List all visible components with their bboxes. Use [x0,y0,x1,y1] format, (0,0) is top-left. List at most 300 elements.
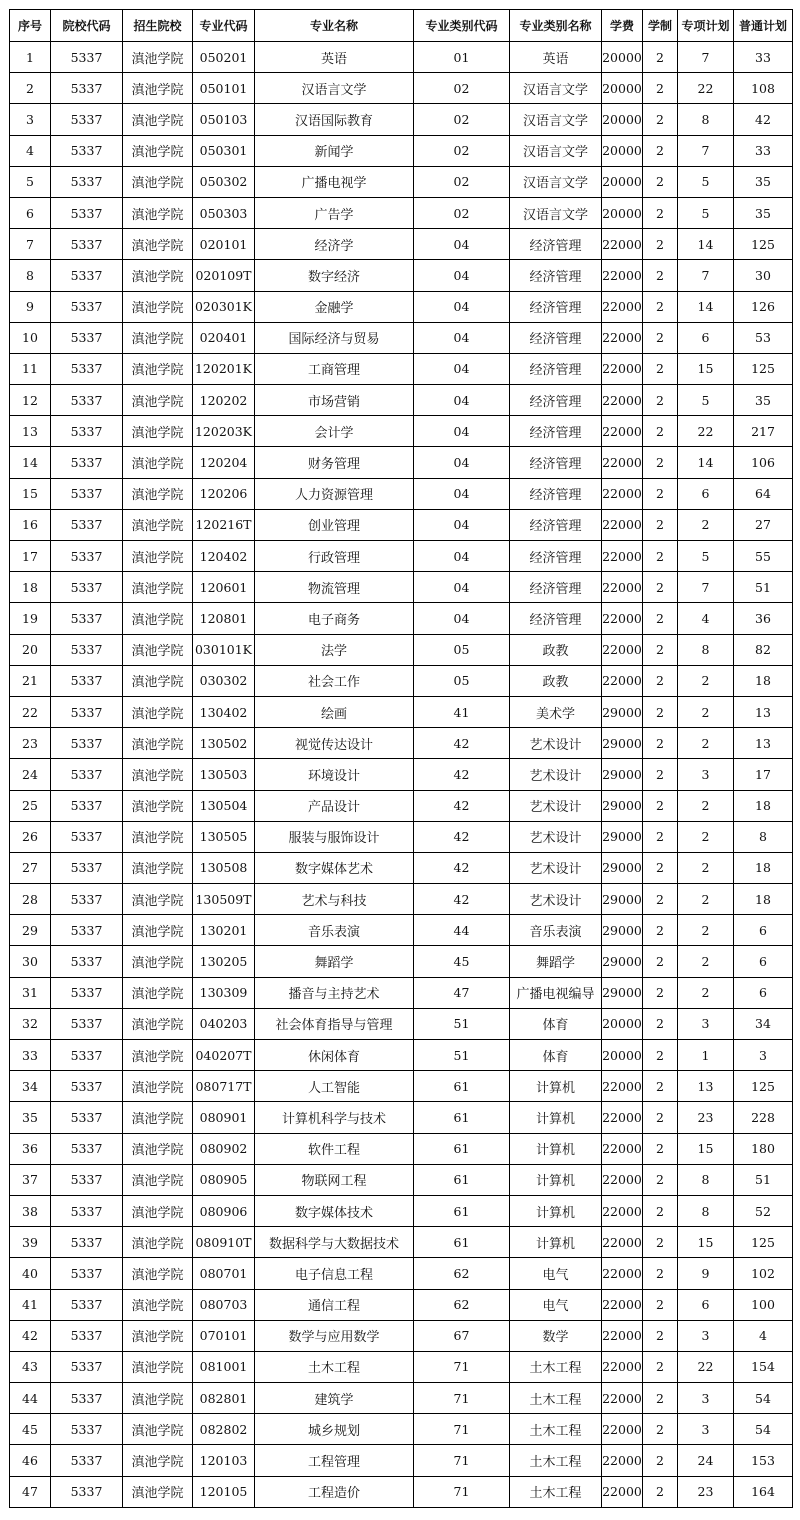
category-name-cell: 体育 [510,1040,602,1071]
tuition-cell: 22000 [602,353,643,384]
category-name-cell: 艺术设计 [510,728,602,759]
index-cell: 34 [10,1071,51,1102]
category-code-cell: 04 [414,322,510,353]
special-plan-cell: 2 [678,977,734,1008]
duration-cell: 2 [643,1227,678,1258]
table-row [10,73,793,104]
tuition-cell: 29000 [602,884,643,915]
major-name-cell: 建筑学 [255,1383,414,1414]
major-code-cell: 050103 [193,104,255,135]
major-code-cell: 130502 [193,728,255,759]
tuition-cell: 22000 [602,1258,643,1289]
tuition-cell: 20000 [602,104,643,135]
major-code-cell: 080901 [193,1102,255,1133]
major-name-cell: 数据科学与大数据技术 [255,1227,414,1258]
general-plan-cell: 82 [734,634,793,665]
category-code-cell: 04 [414,572,510,603]
school-code-cell: 5337 [51,1227,123,1258]
category-code-cell: 71 [414,1476,510,1507]
school-name-cell: 滇池学院 [123,696,193,727]
category-name-cell: 土木工程 [510,1476,602,1507]
tuition-cell: 22000 [602,603,643,634]
school-name-cell: 滇池学院 [123,1040,193,1071]
school-name-cell: 滇池学院 [123,1445,193,1476]
general-plan-cell: 17 [734,759,793,790]
header-category-name: 专业类别名称 [510,10,602,42]
school-name-cell: 滇池学院 [123,977,193,1008]
index-cell: 1 [10,42,51,73]
special-plan-cell: 14 [678,447,734,478]
tuition-cell: 22000 [602,260,643,291]
index-cell: 12 [10,385,51,416]
major-name-cell: 人工智能 [255,1071,414,1102]
special-plan-cell: 7 [678,572,734,603]
special-plan-cell: 6 [678,1289,734,1320]
table-row [10,1164,793,1195]
table-row [10,447,793,478]
general-plan-cell: 42 [734,104,793,135]
table-row [10,416,793,447]
major-code-cell: 120216T [193,509,255,540]
table-row [10,197,793,228]
category-name-cell: 土木工程 [510,1383,602,1414]
category-name-cell: 计算机 [510,1195,602,1226]
table-row [10,42,793,73]
school-code-cell: 5337 [51,915,123,946]
school-code-cell: 5337 [51,104,123,135]
special-plan-cell: 9 [678,1258,734,1289]
major-name-cell: 舞蹈学 [255,946,414,977]
category-name-cell: 经济管理 [510,322,602,353]
major-code-cell: 040203 [193,1008,255,1039]
major-name-cell: 电子信息工程 [255,1258,414,1289]
category-name-cell: 广播电视编导 [510,977,602,1008]
duration-cell: 2 [643,1102,678,1133]
tuition-cell: 29000 [602,821,643,852]
special-plan-cell: 8 [678,1195,734,1226]
duration-cell: 2 [643,229,678,260]
school-code-cell: 5337 [51,385,123,416]
index-cell: 21 [10,665,51,696]
category-name-cell: 土木工程 [510,1445,602,1476]
major-name-cell: 法学 [255,634,414,665]
table-row [10,1133,793,1164]
major-code-cell: 020301K [193,291,255,322]
school-code-cell: 5337 [51,478,123,509]
duration-cell: 2 [643,915,678,946]
tuition-cell: 22000 [602,1445,643,1476]
tuition-cell: 22000 [602,1476,643,1507]
major-code-cell: 130508 [193,852,255,883]
category-name-cell: 艺术设计 [510,790,602,821]
special-plan-cell: 2 [678,852,734,883]
major-code-cell: 080910T [193,1227,255,1258]
school-code-cell: 5337 [51,1102,123,1133]
special-plan-cell: 24 [678,1445,734,1476]
duration-cell: 2 [643,509,678,540]
major-code-cell: 040207T [193,1040,255,1071]
tuition-cell: 22000 [602,322,643,353]
index-cell: 24 [10,759,51,790]
duration-cell: 2 [643,1164,678,1195]
duration-cell: 2 [643,260,678,291]
tuition-cell: 29000 [602,759,643,790]
special-plan-cell: 3 [678,1320,734,1351]
index-cell: 41 [10,1289,51,1320]
major-code-cell: 130309 [193,977,255,1008]
duration-cell: 2 [643,572,678,603]
category-code-cell: 71 [414,1351,510,1382]
tuition-cell: 22000 [602,1351,643,1382]
table-row [10,353,793,384]
major-code-cell: 080703 [193,1289,255,1320]
major-code-cell: 070101 [193,1320,255,1351]
table-row [10,291,793,322]
index-cell: 46 [10,1445,51,1476]
index-cell: 6 [10,197,51,228]
school-name-cell: 滇池学院 [123,1071,193,1102]
major-name-cell: 通信工程 [255,1289,414,1320]
school-code-cell: 5337 [51,1414,123,1445]
tuition-cell: 22000 [602,229,643,260]
major-name-cell: 英语 [255,42,414,73]
major-name-cell: 计算机科学与技术 [255,1102,414,1133]
special-plan-cell: 14 [678,291,734,322]
tuition-cell: 22000 [602,1227,643,1258]
index-cell: 2 [10,73,51,104]
major-code-cell: 120201K [193,353,255,384]
general-plan-cell: 36 [734,603,793,634]
tuition-cell: 22000 [602,291,643,322]
table-header-row [10,10,793,42]
special-plan-cell: 7 [678,135,734,166]
major-name-cell: 数字经济 [255,260,414,291]
major-code-cell: 120103 [193,1445,255,1476]
major-code-cell: 050303 [193,197,255,228]
header-school-code: 院校代码 [51,10,123,42]
category-name-cell: 数学 [510,1320,602,1351]
category-name-cell: 经济管理 [510,353,602,384]
table-row [10,260,793,291]
duration-cell: 2 [643,1008,678,1039]
major-code-cell: 080717T [193,1071,255,1102]
category-code-cell: 04 [414,385,510,416]
table-row [10,229,793,260]
major-name-cell: 绘画 [255,696,414,727]
duration-cell: 2 [643,416,678,447]
category-name-cell: 汉语言文学 [510,73,602,104]
tuition-cell: 20000 [602,1040,643,1071]
special-plan-cell: 2 [678,665,734,696]
special-plan-cell: 15 [678,1133,734,1164]
duration-cell: 2 [643,977,678,1008]
tuition-cell: 20000 [602,135,643,166]
special-plan-cell: 2 [678,915,734,946]
special-plan-cell: 2 [678,821,734,852]
school-name-cell: 滇池学院 [123,260,193,291]
index-cell: 37 [10,1164,51,1195]
special-plan-cell: 14 [678,229,734,260]
category-code-cell: 05 [414,634,510,665]
school-name-cell: 滇池学院 [123,447,193,478]
category-name-cell: 计算机 [510,1227,602,1258]
duration-cell: 2 [643,728,678,759]
special-plan-cell: 2 [678,696,734,727]
school-name-cell: 滇池学院 [123,1320,193,1351]
school-code-cell: 5337 [51,1164,123,1195]
major-name-cell: 工程管理 [255,1445,414,1476]
duration-cell: 2 [643,696,678,727]
category-code-cell: 02 [414,166,510,197]
major-code-cell: 020401 [193,322,255,353]
major-code-cell: 120801 [193,603,255,634]
general-plan-cell: 125 [734,1227,793,1258]
special-plan-cell: 3 [678,1383,734,1414]
category-name-cell: 计算机 [510,1102,602,1133]
school-code-cell: 5337 [51,1071,123,1102]
major-code-cell: 120601 [193,572,255,603]
tuition-cell: 22000 [602,416,643,447]
general-plan-cell: 180 [734,1133,793,1164]
table-row [10,759,793,790]
school-name-cell: 滇池学院 [123,509,193,540]
index-cell: 31 [10,977,51,1008]
table-body [10,42,793,1508]
index-cell: 23 [10,728,51,759]
table-row [10,104,793,135]
table-row [10,821,793,852]
duration-cell: 2 [643,42,678,73]
category-name-cell: 艺术设计 [510,821,602,852]
index-cell: 33 [10,1040,51,1071]
table-row [10,696,793,727]
major-name-cell: 视觉传达设计 [255,728,414,759]
general-plan-cell: 106 [734,447,793,478]
major-code-cell: 030101K [193,634,255,665]
category-name-cell: 艺术设计 [510,884,602,915]
major-name-cell: 经济学 [255,229,414,260]
school-name-cell: 滇池学院 [123,665,193,696]
category-name-cell: 电气 [510,1289,602,1320]
duration-cell: 2 [643,1040,678,1071]
category-code-cell: 61 [414,1071,510,1102]
index-cell: 43 [10,1351,51,1382]
school-name-cell: 滇池学院 [123,728,193,759]
tuition-cell: 29000 [602,790,643,821]
special-plan-cell: 8 [678,1164,734,1195]
major-code-cell: 050101 [193,73,255,104]
major-name-cell: 广播电视学 [255,166,414,197]
duration-cell: 2 [643,104,678,135]
special-plan-cell: 5 [678,197,734,228]
duration-cell: 2 [643,852,678,883]
duration-cell: 2 [643,1414,678,1445]
category-code-cell: 01 [414,42,510,73]
major-name-cell: 广告学 [255,197,414,228]
special-plan-cell: 15 [678,353,734,384]
school-code-cell: 5337 [51,1133,123,1164]
school-code-cell: 5337 [51,416,123,447]
table-row [10,1383,793,1414]
special-plan-cell: 3 [678,1008,734,1039]
major-code-cell: 120204 [193,447,255,478]
school-code-cell: 5337 [51,634,123,665]
index-cell: 40 [10,1258,51,1289]
school-name-cell: 滇池学院 [123,852,193,883]
school-name-cell: 滇池学院 [123,946,193,977]
major-name-cell: 软件工程 [255,1133,414,1164]
general-plan-cell: 13 [734,728,793,759]
major-code-cell: 130503 [193,759,255,790]
general-plan-cell: 8 [734,821,793,852]
general-plan-cell: 64 [734,478,793,509]
major-code-cell: 081001 [193,1351,255,1382]
category-code-cell: 71 [414,1445,510,1476]
tuition-cell: 20000 [602,197,643,228]
table-row [10,135,793,166]
category-name-cell: 政教 [510,634,602,665]
major-name-cell: 电子商务 [255,603,414,634]
school-name-cell: 滇池学院 [123,1008,193,1039]
school-name-cell: 滇池学院 [123,73,193,104]
category-code-cell: 61 [414,1164,510,1195]
major-name-cell: 工商管理 [255,353,414,384]
tuition-cell: 22000 [602,1414,643,1445]
tuition-cell: 22000 [602,1320,643,1351]
table-row [10,665,793,696]
special-plan-cell: 13 [678,1071,734,1102]
special-plan-cell: 4 [678,603,734,634]
duration-cell: 2 [643,385,678,416]
major-name-cell: 休闲体育 [255,1040,414,1071]
category-code-cell: 62 [414,1258,510,1289]
category-code-cell: 62 [414,1289,510,1320]
category-code-cell: 04 [414,353,510,384]
major-name-cell: 数字媒体技术 [255,1195,414,1226]
major-name-cell: 金融学 [255,291,414,322]
index-cell: 20 [10,634,51,665]
special-plan-cell: 2 [678,509,734,540]
major-code-cell: 080905 [193,1164,255,1195]
category-name-cell: 艺术设计 [510,759,602,790]
school-code-cell: 5337 [51,1351,123,1382]
category-name-cell: 经济管理 [510,229,602,260]
index-cell: 32 [10,1008,51,1039]
duration-cell: 2 [643,665,678,696]
major-code-cell: 050201 [193,42,255,73]
special-plan-cell: 3 [678,759,734,790]
major-name-cell: 服装与服饰设计 [255,821,414,852]
special-plan-cell: 23 [678,1476,734,1507]
school-code-cell: 5337 [51,696,123,727]
category-code-cell: 71 [414,1383,510,1414]
index-cell: 13 [10,416,51,447]
major-code-cell: 130201 [193,915,255,946]
category-code-cell: 04 [414,447,510,478]
duration-cell: 2 [643,1476,678,1507]
index-cell: 17 [10,541,51,572]
category-code-cell: 42 [414,790,510,821]
category-code-cell: 42 [414,821,510,852]
tuition-cell: 20000 [602,42,643,73]
general-plan-cell: 35 [734,166,793,197]
general-plan-cell: 125 [734,229,793,260]
header-duration: 学制 [643,10,678,42]
special-plan-cell: 8 [678,104,734,135]
duration-cell: 2 [643,634,678,665]
table-row [10,1040,793,1071]
major-name-cell: 创业管理 [255,509,414,540]
table-row [10,946,793,977]
school-code-cell: 5337 [51,322,123,353]
major-name-cell: 新闻学 [255,135,414,166]
major-name-cell: 播音与主持艺术 [255,977,414,1008]
index-cell: 5 [10,166,51,197]
category-code-cell: 04 [414,291,510,322]
school-name-cell: 滇池学院 [123,821,193,852]
general-plan-cell: 164 [734,1476,793,1507]
duration-cell: 2 [643,1351,678,1382]
general-plan-cell: 13 [734,696,793,727]
duration-cell: 2 [643,759,678,790]
major-code-cell: 020109T [193,260,255,291]
school-name-cell: 滇池学院 [123,385,193,416]
school-code-cell: 5337 [51,73,123,104]
general-plan-cell: 108 [734,73,793,104]
enrollment-plan-table [9,9,793,1508]
special-plan-cell: 23 [678,1102,734,1133]
major-code-cell: 130509T [193,884,255,915]
special-plan-cell: 15 [678,1227,734,1258]
tuition-cell: 29000 [602,946,643,977]
school-name-cell: 滇池学院 [123,166,193,197]
school-code-cell: 5337 [51,166,123,197]
general-plan-cell: 6 [734,915,793,946]
school-name-cell: 滇池学院 [123,634,193,665]
duration-cell: 2 [643,1383,678,1414]
special-plan-cell: 1 [678,1040,734,1071]
major-name-cell: 环境设计 [255,759,414,790]
school-name-cell: 滇池学院 [123,1476,193,1507]
tuition-cell: 20000 [602,73,643,104]
table-row [10,977,793,1008]
category-name-cell: 土木工程 [510,1351,602,1382]
school-name-cell: 滇池学院 [123,1195,193,1226]
table-row [10,1071,793,1102]
tuition-cell: 29000 [602,977,643,1008]
index-cell: 29 [10,915,51,946]
header-index: 序号 [10,10,51,42]
school-name-cell: 滇池学院 [123,291,193,322]
category-name-cell: 经济管理 [510,447,602,478]
general-plan-cell: 51 [734,1164,793,1195]
index-cell: 4 [10,135,51,166]
school-name-cell: 滇池学院 [123,1289,193,1320]
category-code-cell: 04 [414,509,510,540]
index-cell: 14 [10,447,51,478]
category-name-cell: 计算机 [510,1133,602,1164]
header-special-plan: 专项计划 [678,10,734,42]
category-code-cell: 61 [414,1102,510,1133]
general-plan-cell: 3 [734,1040,793,1071]
tuition-cell: 22000 [602,1383,643,1414]
table-row [10,1320,793,1351]
category-name-cell: 汉语言文学 [510,166,602,197]
school-code-cell: 5337 [51,1320,123,1351]
category-name-cell: 美术学 [510,696,602,727]
general-plan-cell: 6 [734,946,793,977]
special-plan-cell: 2 [678,790,734,821]
